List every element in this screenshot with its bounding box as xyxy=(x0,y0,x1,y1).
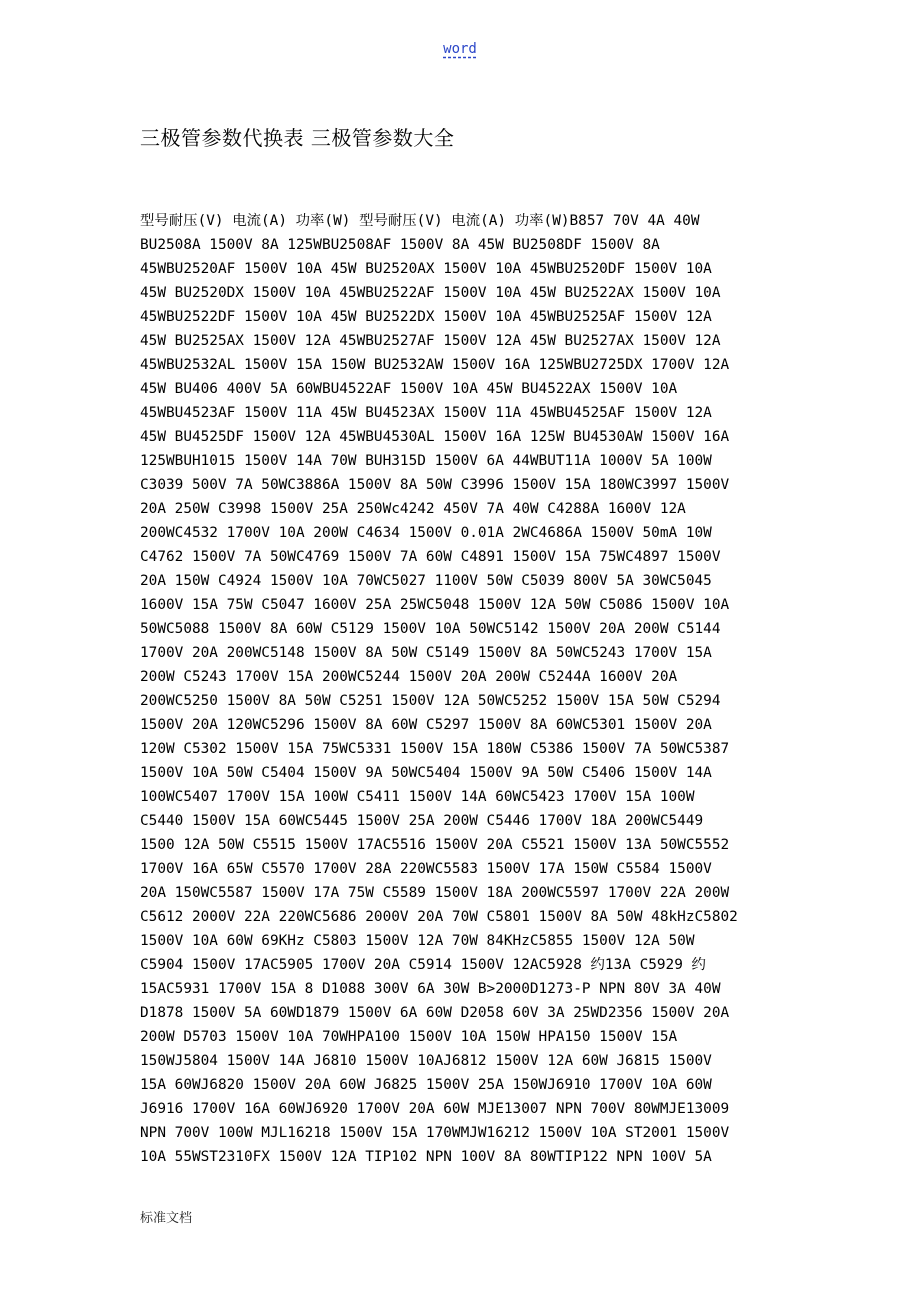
body-line: NPN 700V 100W MJL16218 1500V 15A 170WMJW16212 1500V 10A ST2001 1500V xyxy=(140,1125,730,1141)
body-line: 20A 150W C4924 1500V 10A 70WC5027 1100V 50W C5039 800V 5A 30WC5045 xyxy=(140,573,712,589)
body-line: 120W C5302 1500V 15A 75WC5331 1500V 15A 180W C5386 1500V 7A 50WC5387 xyxy=(140,741,730,757)
body-line: 1500 12A 50W C5515 1500V 17AC5516 1500V 20A C5521 1500V 13A 50WC5552 xyxy=(140,837,730,853)
body-line: 200WC5250 1500V 8A 50W C5251 1500V 12A 50WC5252 1500V 15A 50W C5294 xyxy=(140,693,721,709)
body-line: C5612 2000V 22A 220WC5686 2000V 20A 70W C5801 1500V 8A 50W 48kHzC5802 xyxy=(140,909,738,925)
body-line: 125WBUH1015 1500V 14A 70W BUH315D 1500V 6A 44WBUT11A 1000V 5A 100W xyxy=(140,453,712,469)
body-line: 15AC5931 1700V 15A 8 D1088 300V 6A 30W B>2000D1273-P NPN 80V 3A 40W xyxy=(140,981,721,997)
body-line: 200W C5243 1700V 15A 200WC5244 1500V 20A 200W C5244A 1600V 20A xyxy=(140,669,678,685)
body-line: 45W BU406 400V 5A 60WBU4522AF 1500V 10A 45W BU4522AX 1500V 10A xyxy=(140,381,678,397)
body-line: 200WC4532 1700V 10A 200W C4634 1500V 0.01A 2WC4686A 1500V 50mA 10W xyxy=(140,525,712,541)
body-line: C5440 1500V 15A 60WC5445 1500V 25A 200W C5446 1700V 18A 200WC5449 xyxy=(140,813,704,829)
body-line: 1700V 20A 200WC5148 1500V 8A 50W C5149 1500V 8A 50WC5243 1700V 15A xyxy=(140,645,712,661)
header-word-link[interactable]: word xyxy=(443,41,477,57)
body-line: C4762 1500V 7A 50WC4769 1500V 7A 60W C4891 1500V 15A 75WC4897 1500V xyxy=(140,549,721,565)
body-line: C5904 1500V 17AC5905 1700V 20A C5914 1500V 12AC5928 约13A C5929 约 xyxy=(140,957,706,973)
body-line: 45WBU2532AL 1500V 15A 150W BU2532AW 1500V 16A 125WBU2725DX 1700V 12A xyxy=(140,357,730,373)
body-line: 1500V 10A 50W C5404 1500V 9A 50WC5404 1500V 9A 50W C5406 1500V 14A xyxy=(140,765,712,781)
body-line: 型号耐压(V) 电流(A) 功率(W) 型号耐压(V) 电流(A) 功率(W)B857 70V 4A 40W xyxy=(140,213,700,229)
body-line: 15A 60WJ6820 1500V 20A 60W J6825 1500V 25A 150WJ6910 1700V 10A 60W xyxy=(140,1077,712,1093)
body-line: 50WC5088 1500V 8A 60W C5129 1500V 10A 50WC5142 1500V 20A 200W C5144 xyxy=(140,621,721,637)
body-line: 45WBU2522DF 1500V 10A 45W BU2522DX 1500V 10A 45WBU2525AF 1500V 12A xyxy=(140,309,712,325)
body-line: 1700V 16A 65W C5570 1700V 28A 220WC5583 1500V 17A 150W C5584 1500V xyxy=(140,861,712,877)
body-line: BU2508A 1500V 8A 125WBU2508AF 1500V 8A 45W BU2508DF 1500V 8A xyxy=(140,237,660,253)
body-line: 45WBU4523AF 1500V 11A 45W BU4523AX 1500V 11A 45WBU4525AF 1500V 12A xyxy=(140,405,712,421)
body-line: 10A 55WST2310FX 1500V 12A TIP102 NPN 100V 8A 80WTIP122 NPN 100V 5A xyxy=(140,1149,712,1165)
body-line: 45WBU2520AF 1500V 10A 45W BU2520AX 1500V 10A 45WBU2520DF 1500V 10A xyxy=(140,261,712,277)
body-line: 20A 150WC5587 1500V 17A 75W C5589 1500V 18A 200WC5597 1700V 22A 200W xyxy=(140,885,730,901)
body-line: 45W BU2520DX 1500V 10A 45WBU2522AF 1500V 10A 45W BU2522AX 1500V 10A xyxy=(140,285,721,301)
document-title: 三极管参数代换表 三极管参数大全 xyxy=(140,126,455,150)
body-line: 1500V 10A 60W 69KHz C5803 1500V 12A 70W 84KHzC5855 1500V 12A 50W xyxy=(140,933,695,949)
body-line: 45W BU2525AX 1500V 12A 45WBU2527AF 1500V 12A 45W BU2527AX 1500V 12A xyxy=(140,333,721,349)
document-body xyxy=(140,209,790,1169)
body-line: 20A 250W C3998 1500V 25A 250Wc4242 450V 7A 40W C4288A 1600V 12A xyxy=(140,501,686,517)
body-line: D1878 1500V 5A 60WD1879 1500V 6A 60W D2058 60V 3A 25WD2356 1500V 20A xyxy=(140,1005,730,1021)
body-line: 100WC5407 1700V 15A 100W C5411 1500V 14A 60WC5423 1700V 15A 100W xyxy=(140,789,695,805)
body-line: J6916 1700V 16A 60WJ6920 1700V 20A 60W MJE13007 NPN 700V 80WMJE13009 xyxy=(140,1101,730,1117)
page-footer: 标准文档 xyxy=(140,1211,193,1226)
body-line: 1600V 15A 75W C5047 1600V 25A 25WC5048 1500V 12A 50W C5086 1500V 10A xyxy=(140,597,730,613)
body-line: 45W BU4525DF 1500V 12A 45WBU4530AL 1500V 16A 125W BU4530AW 1500V 16A xyxy=(140,429,730,445)
body-line: 1500V 20A 120WC5296 1500V 8A 60W C5297 1500V 8A 60WC5301 1500V 20A xyxy=(140,717,712,733)
body-line: C3039 500V 7A 50WC3886A 1500V 8A 50W C3996 1500V 15A 180WC3997 1500V xyxy=(140,477,730,493)
body-line: 150WJ5804 1500V 14A J6810 1500V 10AJ6812 1500V 12A 60W J6815 1500V xyxy=(140,1053,712,1069)
body-line: 200W D5703 1500V 10A 70WHPA100 1500V 10A 150W HPA150 1500V 15A xyxy=(140,1029,678,1045)
